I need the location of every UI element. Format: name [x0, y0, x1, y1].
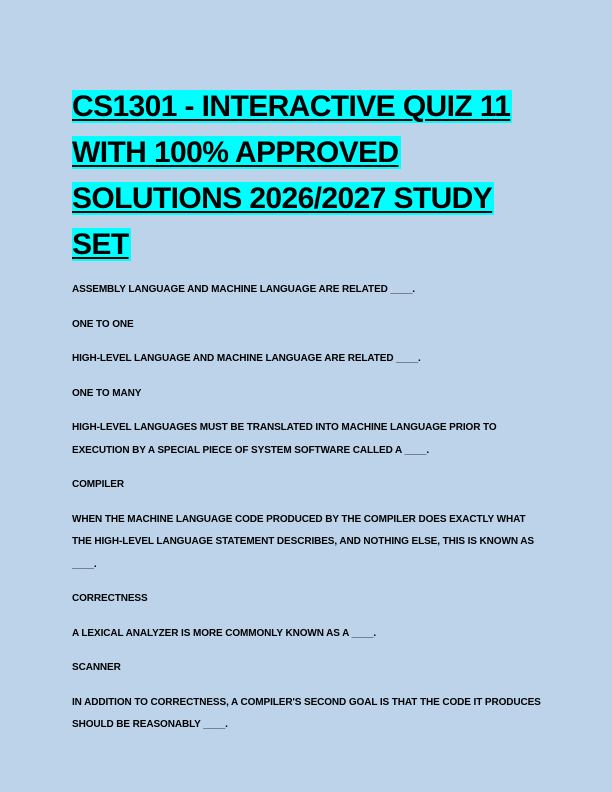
answer-5: SCANNER [72, 662, 121, 673]
document-title-text: CS1301 - INTERACTIVE QUIZ 11 WITH 100% APPROVED SOLUTIONS 2026/2027 STUDY SET [72, 90, 511, 261]
question-6: IN ADDITION TO CORRECTNESS, A COMPILER'S SECOND GOAL IS THAT THE CODE IT PRODUCES SHOULD BE REASONABLY ____. [72, 696, 541, 730]
question-2: HIGH-LEVEL LANGUAGE AND MACHINE LANGUAGE ARE RELATED ____. [72, 353, 421, 364]
question-3: HIGH-LEVEL LANGUAGES MUST BE TRANSLATED INTO MACHINE LANGUAGE PRIOR TO EXECUTION BY A SPECIAL PIECE OF SYSTEM SOFTWARE CALLED A ____. [72, 422, 497, 456]
answer-3: COMPILER [72, 479, 124, 490]
question-5: A LEXICAL ANALYZER IS MORE COMMONLY KNOWN AS A ____. [72, 627, 377, 639]
document-page [72, 84, 542, 749]
answer-1: ONE TO ONE [72, 318, 134, 330]
answer-2: ONE TO MANY [72, 387, 142, 399]
question-4: WHEN THE MACHINE LANGUAGE CODE PRODUCED BY THE COMPILER DOES EXACTLY WHAT THE HIGH-LEVEL LANGUAGE STATEMENT DESCRIBES, AND NOTHING ELSE, THIS IS KNOWN AS ____. [72, 513, 534, 570]
question-1: ASSEMBLY LANGUAGE AND MACHINE LANGUAGE ARE RELATED ____. [72, 284, 415, 295]
question-answer-list [72, 279, 542, 737]
document-title [72, 84, 542, 268]
answer-4: CORRECTNESS [72, 593, 148, 604]
